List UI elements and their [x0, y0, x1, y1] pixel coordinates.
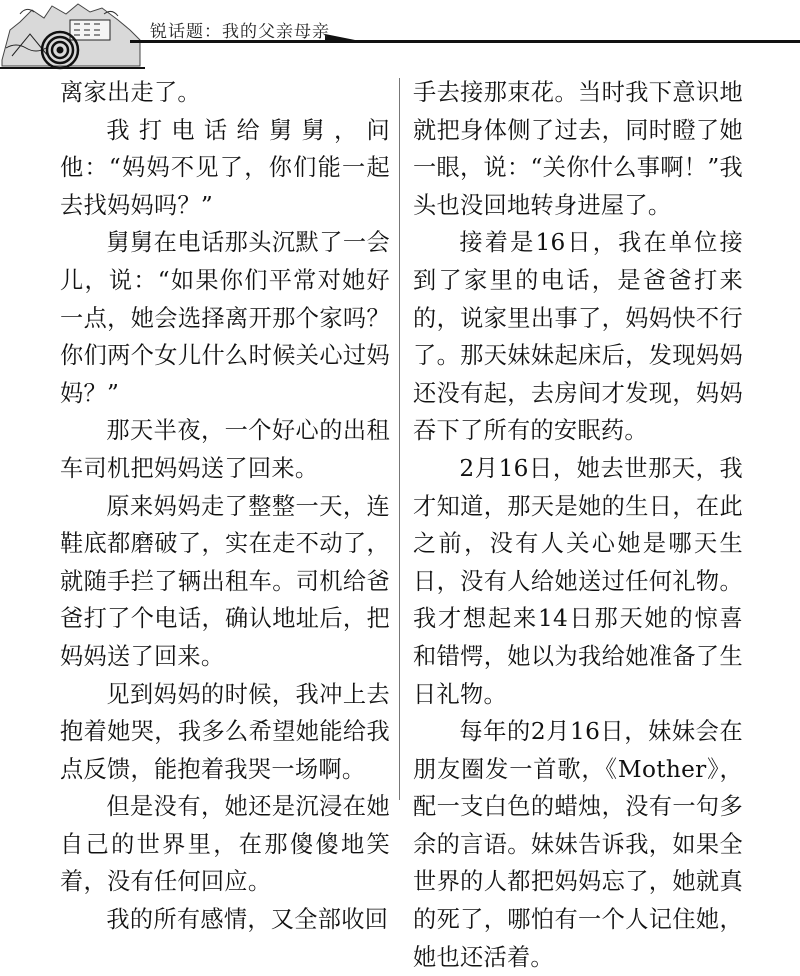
paragraph: 舅舅在电话那头沉默了一会儿，说：“如果你们平常对她好一点，她会选择离开那个家吗？你们两个女儿什么时候关心过妈妈？”: [60, 229, 390, 407]
left-column: [60, 74, 390, 939]
page-header: [0, 0, 800, 72]
column-divider: [399, 78, 400, 800]
paragraph: 见到妈妈的时候，我冲上去抱着她哭，我多么希望她能给我点反馈，能抱着我哭一场啊。: [60, 680, 390, 783]
right-column: [413, 74, 743, 976]
paragraph: 我的所有感情，又全部收回: [106, 906, 389, 934]
paragraph: 手去接那束花。当时我下意识地就把身体侧了过去，同时瞪了她一眼，说：“关你什么事啊！”我头也没回地转身进屋了。: [413, 79, 743, 219]
paragraph: 接着是16日，我在单位接到了家里的电话，是爸爸打来的，说家里出事了，妈妈快不行了。那天妹妹起床后，发现妈妈还没有起，去房间才发现，妈妈吞下了所有的安眠药。: [413, 229, 743, 445]
header-illustration: [0, 0, 145, 72]
section-title: 锐话题：我的父亲母亲: [150, 22, 330, 42]
paragraph: 我打电话给舅舅，问他：“妈妈不见了，你们能一起去找妈妈吗？”: [60, 116, 390, 219]
paragraph: 离家出走了。: [60, 79, 201, 106]
paragraph: 但是没有，她还是沉浸在她自己的世界里，在那傻傻地笑着，没有任何回应。: [60, 793, 390, 896]
paragraph: 每年的2月16日，妹妹会在朋友圈发一首歌，《Mother》，配一支白色的蜡烛，没有一句多余的言语。妹妹告诉我，如果全世界的人都把妈妈忘了，她就真的死了，哪怕有一个人记住她，她也还活着。: [413, 718, 743, 971]
paragraph: 那天半夜，一个好心的出租车司机把妈妈送了回来。: [60, 417, 390, 482]
paragraph: 2月16日，她去世那天，我才知道，那天是她的生日，在此之前，没有人关心她是哪天生日，没有人给她送过任何礼物。我才想起来14日那天她的惊喜和错愕，她以为我给她准备了生日礼物。: [413, 454, 743, 708]
paragraph: 原来妈妈走了整整一天，连鞋底都磨破了，实在走不动了，就随手拦了辆出租车。司机给爸爸打了个电话，确认地址后，把妈妈送了回来。: [60, 492, 390, 670]
